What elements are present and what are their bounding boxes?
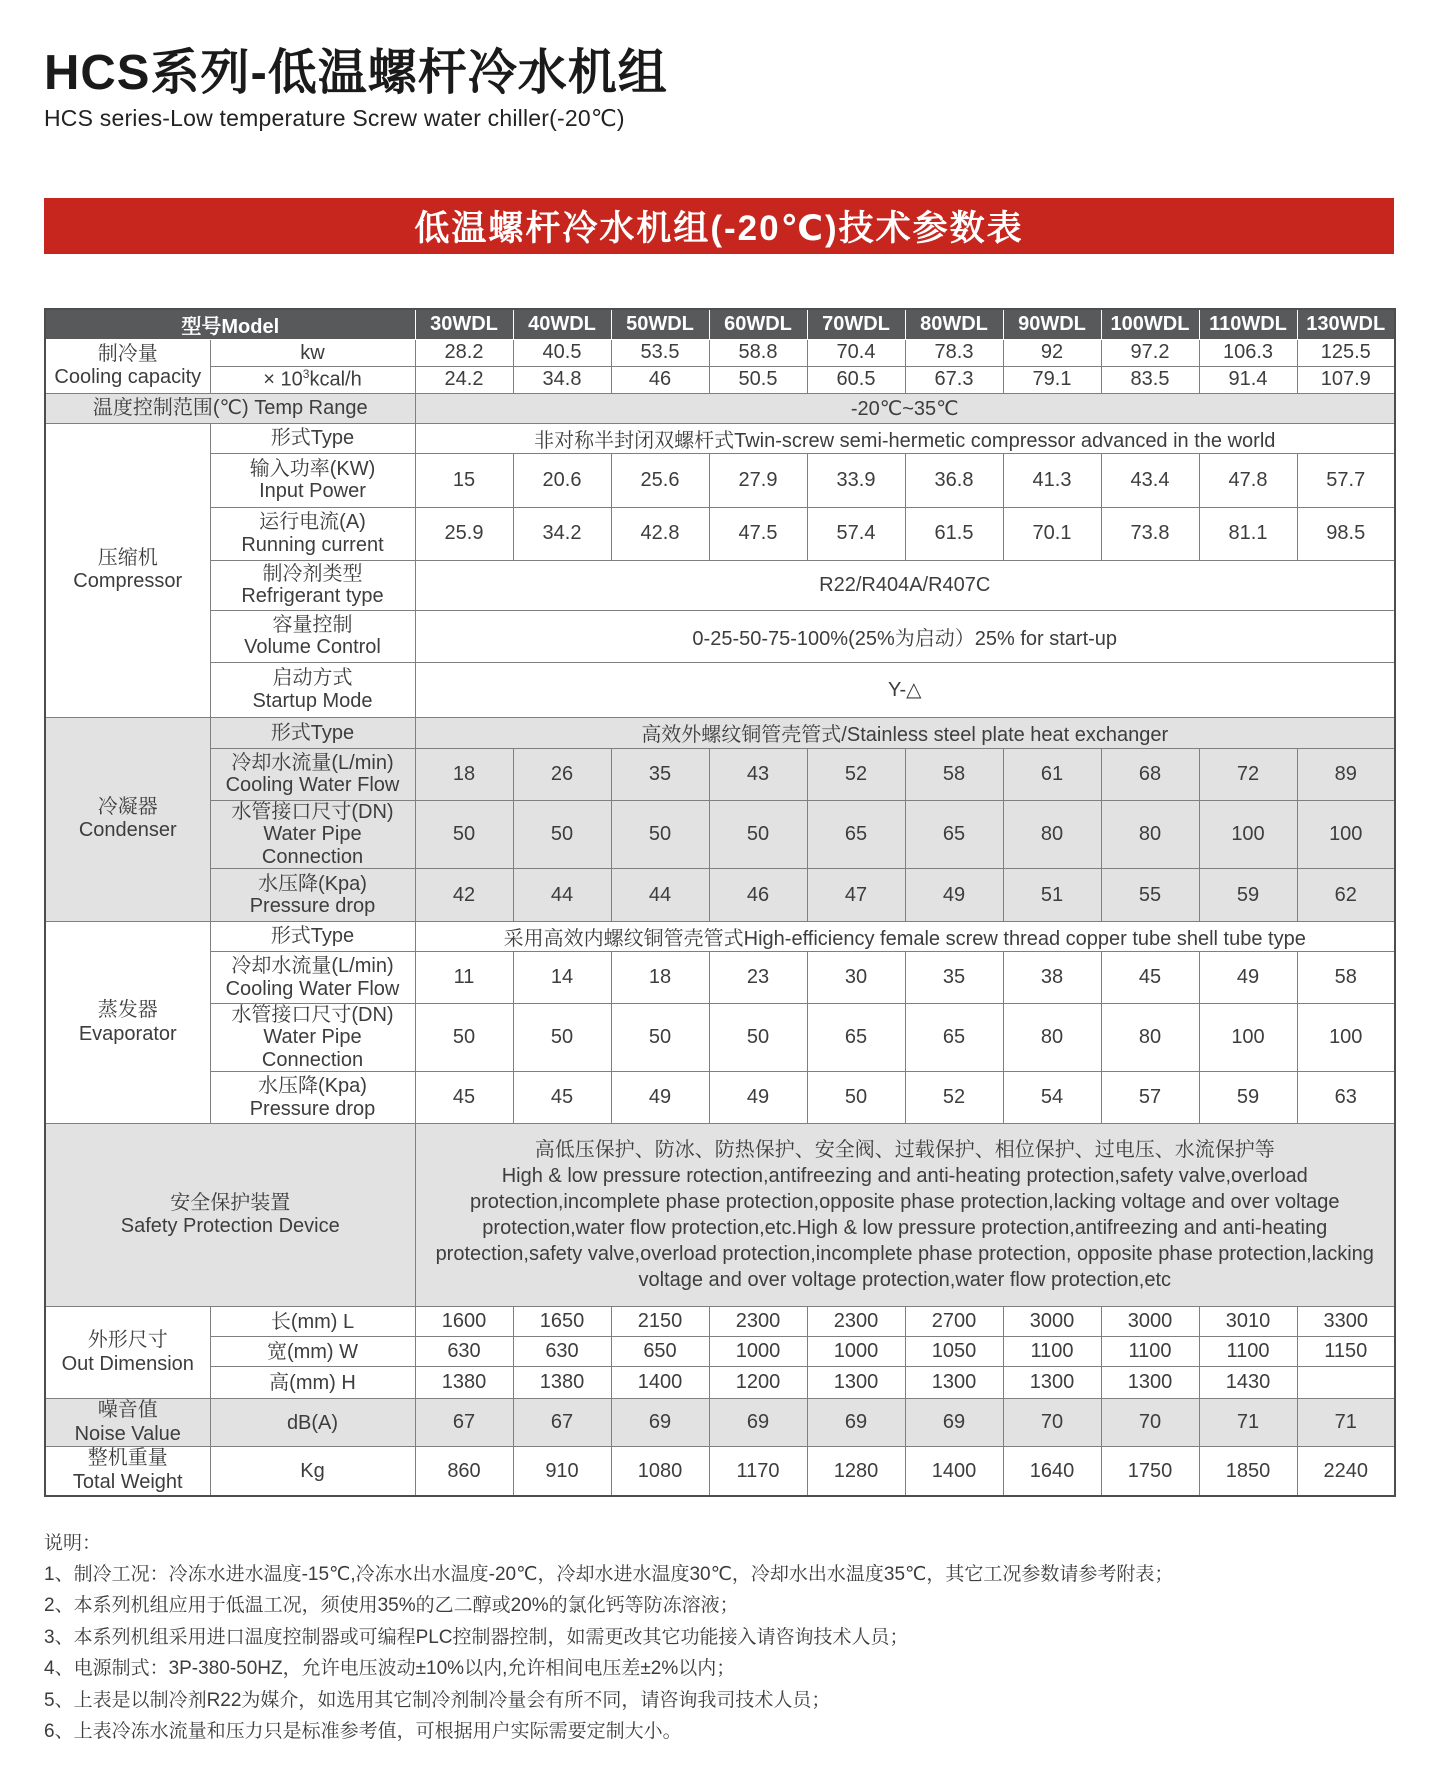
evaporator-drop-cell: 52 [905, 1072, 1003, 1124]
cooling-kcal-cell: 79.1 [1003, 366, 1101, 393]
evaporator-flow-cell: 11 [415, 952, 513, 1004]
group-dimension-en: Out Dimension [61, 1352, 194, 1375]
noise-cell: 69 [905, 1399, 1003, 1447]
input-power-cell: 15 [415, 453, 513, 507]
cooling-kw-cell: 53.5 [611, 339, 709, 366]
dim-length-cell: 3000 [1003, 1307, 1101, 1337]
condenser-drop-cell: 49 [905, 869, 1003, 922]
condenser-pipe-cell: 100 [1297, 800, 1395, 868]
row-dim-length [45, 1307, 1395, 1337]
label-refrigerant-en: Refrigerant type [241, 585, 384, 608]
row-running-current [45, 507, 1395, 560]
model-header-cell: 110WDL [1199, 309, 1297, 340]
weight-cell: 1280 [807, 1447, 905, 1496]
evaporator-pipe-cell: 80 [1101, 1004, 1199, 1072]
group-noise-en: Noise Value [74, 1422, 181, 1445]
condenser-pipe-cell: 65 [905, 800, 1003, 868]
value-temp-range: -20℃~35℃ [415, 393, 1395, 423]
evaporator-pipe-cell: 50 [611, 1004, 709, 1072]
label-input-power-zh: 输入功率(KW) [249, 457, 376, 480]
weight-cell: 1400 [905, 1447, 1003, 1496]
evaporator-flow-cell: 38 [1003, 952, 1101, 1004]
label-dim-width: 宽(mm) W [210, 1337, 415, 1367]
label-weight-unit: Kg [210, 1447, 415, 1496]
condenser-drop-cell: 44 [611, 869, 709, 922]
evaporator-flow-cell: 58 [1297, 952, 1395, 1004]
evaporator-drop-cell: 45 [513, 1072, 611, 1124]
group-evaporator-en: Evaporator [78, 1022, 177, 1045]
input-power-cell: 47.8 [1199, 453, 1297, 507]
label-evaporator-pipe [210, 1004, 415, 1072]
dim-height-cell: 1380 [415, 1367, 513, 1399]
label-condenser-flow-en: Cooling Water Flow [225, 774, 400, 797]
group-safety-en: Safety Protection Device [120, 1215, 340, 1238]
evaporator-flow-cell: 49 [1199, 952, 1297, 1004]
condenser-drop-cell: 55 [1101, 869, 1199, 922]
model-header-cell: 100WDL [1101, 309, 1199, 340]
running-current-cell: 73.8 [1101, 507, 1199, 560]
label-condenser-drop-zh: 水压降(Kpa) [258, 872, 367, 895]
label-input-power [210, 453, 415, 507]
evaporator-pipe-cell: 100 [1297, 1004, 1395, 1072]
cooling-kw-cell: 106.3 [1199, 339, 1297, 366]
noise-cell: 69 [807, 1399, 905, 1447]
evaporator-flow-cell: 14 [513, 952, 611, 1004]
label-volume-control [210, 610, 415, 662]
dim-length-cell: 2700 [905, 1307, 1003, 1337]
weight-cell: 860 [415, 1447, 513, 1496]
weight-cell: 1750 [1101, 1447, 1199, 1496]
group-compressor [45, 423, 210, 717]
cooling-kcal-cell: 24.2 [415, 366, 513, 393]
cooling-kcal-cell: 46 [611, 366, 709, 393]
group-dimension-zh: 外形尺寸 [87, 1329, 168, 1352]
group-dimension [45, 1307, 210, 1399]
noise-cell: 69 [709, 1399, 807, 1447]
note-line: 4、电源制式：3P-380-50HZ，允许电压波动±10%以内,允许相间电压差±2%以内； [44, 1658, 736, 1680]
condenser-flow-cell: 26 [513, 748, 611, 800]
notes-section [44, 1529, 1392, 1747]
label-condenser-drop-en: Pressure drop [249, 895, 376, 918]
cooling-kcal-cell: 50.5 [709, 366, 807, 393]
value-startup-mode: Y-△ [415, 662, 1395, 717]
input-power-cell: 41.3 [1003, 453, 1101, 507]
label-kw: kw [210, 339, 415, 366]
page-title: HCS系列-低温螺杆冷水机组 [44, 46, 668, 100]
running-current-cell: 34.2 [513, 507, 611, 560]
evaporator-drop-cell: 45 [415, 1072, 513, 1124]
dim-width-cell: 1150 [1297, 1337, 1395, 1367]
row-evaporator-drop [45, 1072, 1395, 1124]
condenser-pipe-cell: 100 [1199, 800, 1297, 868]
label-dim-length: 长(mm) L [210, 1307, 415, 1337]
evaporator-flow-cell: 35 [905, 952, 1003, 1004]
dim-height-cell: 1400 [611, 1367, 709, 1399]
row-compressor-type [45, 423, 1395, 453]
dim-width-cell: 1000 [807, 1337, 905, 1367]
label-evaporator-flow [210, 952, 415, 1004]
condenser-drop-cell: 59 [1199, 869, 1297, 922]
dim-height-cell: 1300 [1003, 1367, 1101, 1399]
label-startup-mode-en: Startup Mode [252, 689, 373, 712]
label-condenser-pipe-zh: 水管接口尺寸(DN) [231, 800, 394, 823]
input-power-cell: 36.8 [905, 453, 1003, 507]
row-cooling-kcal [45, 366, 1395, 393]
page-subtitle: HCS series-Low temperature Screw water chiller(-20℃) [44, 104, 625, 131]
condenser-drop-cell: 46 [709, 869, 807, 922]
label-refrigerant [210, 560, 415, 610]
label-volume-control-en: Volume Control [244, 636, 381, 659]
safety-line-zh: 高低压保护、防冰、防热保护、安全阀、过载保护、相位保护、过电压、水流保护等 [534, 1139, 1275, 1162]
kcal-sup: 3 [302, 367, 310, 382]
label-temp-range: 温度控制范围(℃) Temp Range [45, 393, 415, 423]
model-header-cell: 130WDL [1297, 309, 1395, 340]
note-line: 3、本系列机组采用进口温度控制器或可编程PLC控制器控制，如需更改其它功能接入请咨询技术人员； [44, 1626, 909, 1648]
group-noise [45, 1399, 210, 1447]
evaporator-flow-cell: 18 [611, 952, 709, 1004]
row-weight [45, 1447, 1395, 1496]
evaporator-drop-cell: 49 [611, 1072, 709, 1124]
evaporator-pipe-cell: 65 [905, 1004, 1003, 1072]
model-header-cell: 80WDL [905, 309, 1003, 340]
weight-cell: 910 [513, 1447, 611, 1496]
condenser-flow-cell: 35 [611, 748, 709, 800]
row-safety [45, 1124, 1395, 1307]
dim-length-cell: 3300 [1297, 1307, 1395, 1337]
input-power-cell: 33.9 [807, 453, 905, 507]
dim-width-cell: 630 [513, 1337, 611, 1367]
group-weight [45, 1447, 210, 1496]
row-temp-range [45, 393, 1395, 423]
noise-cell: 67 [513, 1399, 611, 1447]
condenser-flow-cell: 18 [415, 748, 513, 800]
group-cooling-capacity-zh: 制冷量 [97, 342, 158, 365]
label-startup-mode-zh: 启动方式 [272, 667, 353, 690]
label-input-power-en: Input Power [259, 480, 366, 503]
cooling-kw-cell: 58.8 [709, 339, 807, 366]
label-condenser-flow [210, 748, 415, 800]
row-startup-mode [45, 662, 1395, 717]
condenser-drop-cell: 62 [1297, 869, 1395, 922]
running-current-cell: 57.4 [807, 507, 905, 560]
dim-length-cell: 1650 [513, 1307, 611, 1337]
label-evaporator-drop [210, 1072, 415, 1124]
label-noise-unit: dB(A) [210, 1399, 415, 1447]
noise-cell: 71 [1199, 1399, 1297, 1447]
noise-cell: 70 [1003, 1399, 1101, 1447]
input-power-cell: 57.7 [1297, 453, 1395, 507]
row-evaporator-flow [45, 952, 1395, 1004]
label-running-current-zh: 运行电流(A) [259, 511, 366, 534]
group-safety [45, 1124, 415, 1307]
condenser-pipe-cell: 80 [1003, 800, 1101, 868]
group-condenser-en: Condenser [78, 819, 177, 842]
row-dim-width [45, 1337, 1395, 1367]
weight-cell: 2240 [1297, 1447, 1395, 1496]
label-compressor-type: 形式Type [210, 423, 415, 453]
noise-cell: 67 [415, 1399, 513, 1447]
evaporator-drop-cell: 54 [1003, 1072, 1101, 1124]
value-evaporator-type: 采用高效内螺纹铜管壳管式High-efficiency female screw thread copper tube shell tube type [415, 922, 1395, 952]
condenser-drop-cell: 51 [1003, 869, 1101, 922]
dim-length-cell: 2300 [807, 1307, 905, 1337]
note-line: 1、制冷工况：冷冻水进水温度-15℃,冷冻水出水温度-20℃，冷却水进水温度30℃，冷却水出水温度35℃，其它工况参数请参考附表； [44, 1564, 1174, 1586]
label-condenser-pipe [210, 800, 415, 868]
dim-width-cell: 1100 [1101, 1337, 1199, 1367]
notes-heading: 说明： [44, 1532, 102, 1554]
condenser-drop-cell: 44 [513, 869, 611, 922]
cooling-kw-cell: 92 [1003, 339, 1101, 366]
spec-table [44, 308, 1396, 1497]
row-evaporator-type [45, 922, 1395, 952]
input-power-cell: 43.4 [1101, 453, 1199, 507]
row-refrigerant [45, 560, 1395, 610]
weight-cell: 1850 [1199, 1447, 1297, 1496]
evaporator-drop-cell: 50 [807, 1072, 905, 1124]
row-volume-control [45, 610, 1395, 662]
value-condenser-type: 高效外螺纹铜管壳管式/Stainless steel plate heat exchanger [415, 717, 1395, 748]
label-running-current-en: Running current [241, 533, 384, 556]
row-cooling-kw [45, 339, 1395, 366]
input-power-cell: 25.6 [611, 453, 709, 507]
row-noise [45, 1399, 1395, 1447]
condenser-pipe-cell: 50 [611, 800, 709, 868]
model-header-cell: 40WDL [513, 309, 611, 340]
row-condenser-pipe [45, 800, 1395, 868]
row-dim-height [45, 1367, 1395, 1399]
condenser-drop-cell: 47 [807, 869, 905, 922]
dim-height-cell [1297, 1367, 1395, 1399]
cooling-kw-cell: 78.3 [905, 339, 1003, 366]
model-header: 型号Model [45, 309, 415, 340]
kcal-suffix: kcal/h [309, 369, 362, 391]
label-kcal [210, 366, 415, 393]
evaporator-pipe-cell: 100 [1199, 1004, 1297, 1072]
table-header-row [45, 309, 1395, 340]
dim-width-cell: 650 [611, 1337, 709, 1367]
row-input-power [45, 453, 1395, 507]
condenser-flow-cell: 43 [709, 748, 807, 800]
row-condenser-flow [45, 748, 1395, 800]
group-condenser-zh: 冷凝器 [97, 795, 158, 818]
group-safety-zh: 安全保护装置 [170, 1191, 291, 1214]
group-compressor-en: Compressor [73, 570, 183, 593]
evaporator-drop-cell: 49 [709, 1072, 807, 1124]
group-weight-zh: 整机重量 [87, 1447, 168, 1470]
dim-width-cell: 630 [415, 1337, 513, 1367]
model-header-cell: 50WDL [611, 309, 709, 340]
label-refrigerant-zh: 制冷剂类型 [262, 562, 363, 585]
cooling-kcal-cell: 107.9 [1297, 366, 1395, 393]
running-current-cell: 25.9 [415, 507, 513, 560]
evaporator-flow-cell: 30 [807, 952, 905, 1004]
value-refrigerant: R22/R404A/R407C [415, 560, 1395, 610]
dim-height-cell: 1300 [905, 1367, 1003, 1399]
dim-length-cell: 2150 [611, 1307, 709, 1337]
dim-height-cell: 1430 [1199, 1367, 1297, 1399]
label-startup-mode [210, 662, 415, 717]
running-current-cell: 98.5 [1297, 507, 1395, 560]
group-cooling-capacity [45, 339, 210, 393]
group-compressor-zh: 压缩机 [97, 546, 158, 569]
dim-width-cell: 1100 [1199, 1337, 1297, 1367]
condenser-pipe-cell: 50 [513, 800, 611, 868]
label-condenser-type: 形式Type [210, 717, 415, 748]
label-condenser-flow-zh: 冷却水流量(L/min) [231, 751, 394, 774]
label-dim-height: 高(mm) H [210, 1367, 415, 1399]
kcal-prefix: × 10 [263, 369, 303, 391]
group-condenser [45, 717, 210, 921]
label-evaporator-drop-en: Pressure drop [249, 1097, 376, 1120]
label-condenser-drop [210, 869, 415, 922]
label-evaporator-pipe-zh: 水管接口尺寸(DN) [231, 1004, 394, 1027]
condenser-drop-cell: 42 [415, 869, 513, 922]
condenser-flow-cell: 52 [807, 748, 905, 800]
cooling-kw-cell: 70.4 [807, 339, 905, 366]
dim-width-cell: 1100 [1003, 1337, 1101, 1367]
note-line: 6、上表冷冻水流量和压力只是标准参考值，可根据用户实际需要定制大小。 [44, 1721, 682, 1743]
group-evaporator [45, 922, 210, 1124]
evaporator-pipe-cell: 50 [513, 1004, 611, 1072]
condenser-flow-cell: 61 [1003, 748, 1101, 800]
model-header-cell: 60WDL [709, 309, 807, 340]
dim-height-cell: 1300 [807, 1367, 905, 1399]
cooling-kw-cell: 28.2 [415, 339, 513, 366]
value-safety [415, 1124, 1395, 1307]
group-weight-en: Total Weight [72, 1471, 183, 1493]
evaporator-drop-cell: 63 [1297, 1072, 1395, 1124]
row-condenser-type [45, 717, 1395, 748]
label-evaporator-flow-zh: 冷却水流量(L/min) [231, 955, 394, 978]
cooling-kw-cell: 125.5 [1297, 339, 1395, 366]
label-evaporator-type: 形式Type [210, 922, 415, 952]
cooling-kw-cell: 97.2 [1101, 339, 1199, 366]
evaporator-flow-cell: 45 [1101, 952, 1199, 1004]
model-header-cell: 90WDL [1003, 309, 1101, 340]
weight-cell: 1080 [611, 1447, 709, 1496]
running-current-cell: 70.1 [1003, 507, 1101, 560]
label-volume-control-zh: 容量控制 [272, 613, 353, 636]
evaporator-pipe-cell: 50 [709, 1004, 807, 1072]
condenser-pipe-cell: 65 [807, 800, 905, 868]
dim-height-cell: 1300 [1101, 1367, 1199, 1399]
evaporator-pipe-cell: 80 [1003, 1004, 1101, 1072]
evaporator-drop-cell: 59 [1199, 1072, 1297, 1124]
dim-length-cell: 2300 [709, 1307, 807, 1337]
cooling-kcal-cell: 60.5 [807, 366, 905, 393]
model-header-cell: 70WDL [807, 309, 905, 340]
dim-height-cell: 1200 [709, 1367, 807, 1399]
group-noise-zh: 噪音值 [97, 1399, 158, 1422]
running-current-cell: 42.8 [611, 507, 709, 560]
row-condenser-drop [45, 869, 1395, 922]
condenser-flow-cell: 68 [1101, 748, 1199, 800]
label-condenser-pipe-en: Water Pipe Connection [261, 823, 364, 868]
model-header-cell: 30WDL [415, 309, 513, 340]
running-current-cell: 61.5 [905, 507, 1003, 560]
safety-line-en: High & low pressure rotection,antifreezing and anti-heating protection,safety valve,overload protection,incomplete phase protection,opposite phase protection,lacking voltage and over voltage protection,water flow protection,etc.High & low pressure protection,antifreezing and anti-heating protection,safety valve,overload protection,incomplete phase protection, opposite phase protection,lacking voltage and over voltage protection,water flow protection,etc [435, 1165, 1374, 1292]
dim-width-cell: 1000 [709, 1337, 807, 1367]
evaporator-pipe-cell: 50 [415, 1004, 513, 1072]
weight-cell: 1170 [709, 1447, 807, 1496]
noise-cell: 71 [1297, 1399, 1395, 1447]
section-banner [44, 198, 1394, 254]
label-evaporator-pipe-en: Water Pipe Connection [261, 1026, 364, 1071]
banner-title: 低温螺杆冷水机组(-20℃)技术参数表 [414, 208, 1024, 248]
label-evaporator-drop-zh: 水压降(Kpa) [258, 1075, 367, 1098]
weight-cell: 1640 [1003, 1447, 1101, 1496]
dim-width-cell: 1050 [905, 1337, 1003, 1367]
running-current-cell: 47.5 [709, 507, 807, 560]
cooling-kcal-cell: 34.8 [513, 366, 611, 393]
condenser-flow-cell: 58 [905, 748, 1003, 800]
evaporator-pipe-cell: 65 [807, 1004, 905, 1072]
noise-cell: 70 [1101, 1399, 1199, 1447]
evaporator-drop-cell: 57 [1101, 1072, 1199, 1124]
value-compressor-type: 非对称半封闭双螺杆式Twin-screw semi-hermetic compressor advanced in the world [415, 423, 1395, 453]
input-power-cell: 20.6 [513, 453, 611, 507]
note-line: 2、本系列机组应用于低温工况，须使用35%的乙二醇或20%的氯化钙等防冻溶液； [44, 1595, 739, 1617]
label-running-current [210, 507, 415, 560]
row-evaporator-pipe [45, 1004, 1395, 1072]
condenser-pipe-cell: 80 [1101, 800, 1199, 868]
condenser-flow-cell: 72 [1199, 748, 1297, 800]
label-evaporator-flow-en: Cooling Water Flow [225, 977, 400, 1000]
cooling-kcal-cell: 67.3 [905, 366, 1003, 393]
cooling-kcal-cell: 83.5 [1101, 366, 1199, 393]
evaporator-flow-cell: 23 [709, 952, 807, 1004]
condenser-flow-cell: 89 [1297, 748, 1395, 800]
cooling-kcal-cell: 91.4 [1199, 366, 1297, 393]
dim-height-cell: 1380 [513, 1367, 611, 1399]
condenser-pipe-cell: 50 [415, 800, 513, 868]
dim-length-cell: 1600 [415, 1307, 513, 1337]
dim-length-cell: 3000 [1101, 1307, 1199, 1337]
dim-length-cell: 3010 [1199, 1307, 1297, 1337]
group-evaporator-zh: 蒸发器 [97, 999, 158, 1022]
condenser-pipe-cell: 50 [709, 800, 807, 868]
running-current-cell: 81.1 [1199, 507, 1297, 560]
value-volume-control: 0-25-50-75-100%(25%为启动）25% for start-up [415, 610, 1395, 662]
group-cooling-capacity-en: Cooling capacity [54, 366, 202, 389]
noise-cell: 69 [611, 1399, 709, 1447]
cooling-kw-cell: 40.5 [513, 339, 611, 366]
input-power-cell: 27.9 [709, 453, 807, 507]
note-line: 5、上表是以制冷剂R22为媒介，如选用其它制冷剂制冷量会有所不同，请咨询我司技术人员； [44, 1689, 831, 1711]
